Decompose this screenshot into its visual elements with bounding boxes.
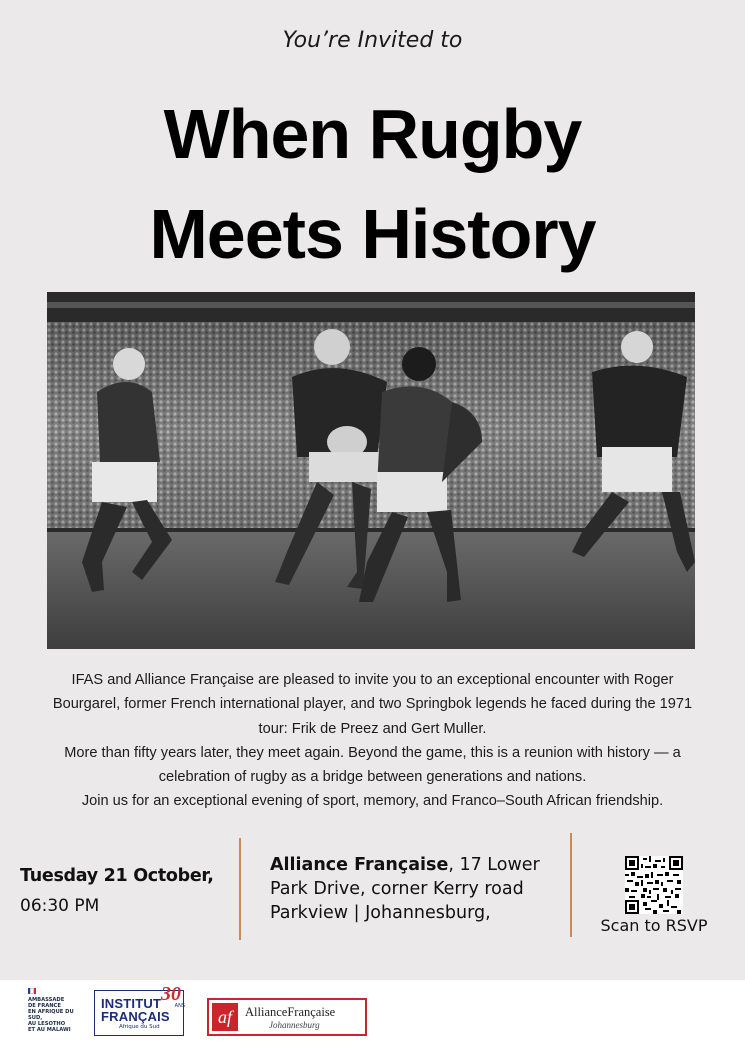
institut-francais-logo bbox=[94, 983, 185, 1036]
rsvp-label: Scan to RSVP bbox=[600, 916, 708, 935]
ambassade-logo bbox=[28, 988, 88, 1038]
af-name: AllianceFrançaise bbox=[245, 1005, 336, 1019]
ambassade-line-4: AU LESOTHO bbox=[28, 1021, 66, 1027]
event-time: 06:30 PM bbox=[20, 896, 100, 916]
ambassade-line-1: AMBASSADE bbox=[28, 997, 65, 1003]
if-thirty: 30 bbox=[161, 983, 181, 1005]
divider-left bbox=[239, 838, 241, 940]
af-mark-icon: af bbox=[212, 1003, 238, 1031]
rugby-photo-illustration bbox=[47, 292, 695, 649]
venue-address-part-2: Park Drive, corner Kerry road bbox=[270, 879, 524, 899]
ambassade-line-5: ET AU MALAWI bbox=[28, 1027, 71, 1033]
invitation-description bbox=[40, 668, 705, 814]
ambassade-line-2: DE FRANCE bbox=[28, 1003, 61, 1009]
event-datetime bbox=[20, 866, 235, 916]
ambassade-line-3: EN AFRIQUE DU SUD, bbox=[28, 1009, 74, 1021]
if-ans: ANS bbox=[174, 1003, 185, 1009]
description-paragraph-2: More than fifty years later, they meet again. Beyond the game, this is a reunion with history — a celebration of rugby as a bridge between generations and nations. bbox=[64, 744, 681, 786]
footer-logos bbox=[0, 980, 745, 1045]
event-date: Tuesday 21 October, bbox=[20, 866, 214, 886]
venue-address-part-1: , 17 Lower bbox=[448, 855, 540, 875]
event-title bbox=[0, 84, 745, 284]
alliance-francaise-logo bbox=[207, 998, 367, 1036]
invite-kicker: You’re Invited to bbox=[282, 28, 463, 53]
if-line-2: FRANÇAIS bbox=[101, 1009, 170, 1024]
if-line-1: INSTITUT bbox=[101, 996, 162, 1011]
rsvp-qr-code[interactable] bbox=[625, 856, 683, 914]
divider-right bbox=[570, 833, 572, 937]
rugby-match-photo bbox=[47, 292, 695, 649]
description-paragraph-3: Join us for an exceptional evening of sport, memory, and Franco–South African friendship. bbox=[81, 793, 664, 810]
if-subtitle: Afrique du Sud bbox=[119, 1024, 160, 1030]
af-city: Johannesburg bbox=[269, 1020, 320, 1030]
event-venue bbox=[270, 853, 560, 925]
title-line-2: Meets History bbox=[149, 195, 596, 273]
venue-address-part-3: Parkview | Johannesburg, bbox=[270, 903, 491, 923]
french-flag-icon bbox=[28, 988, 36, 994]
venue-name: Alliance Française bbox=[270, 855, 449, 875]
description-paragraph-1: IFAS and Alliance Française are pleased to invite you to an exceptional encounter with Roger Bourgarel, former French international player, and two Springbok legends he faced during the 1971 tour: Frik de Preez and Gert Muller. bbox=[52, 672, 693, 737]
title-line-1: When Rugby bbox=[163, 95, 582, 173]
